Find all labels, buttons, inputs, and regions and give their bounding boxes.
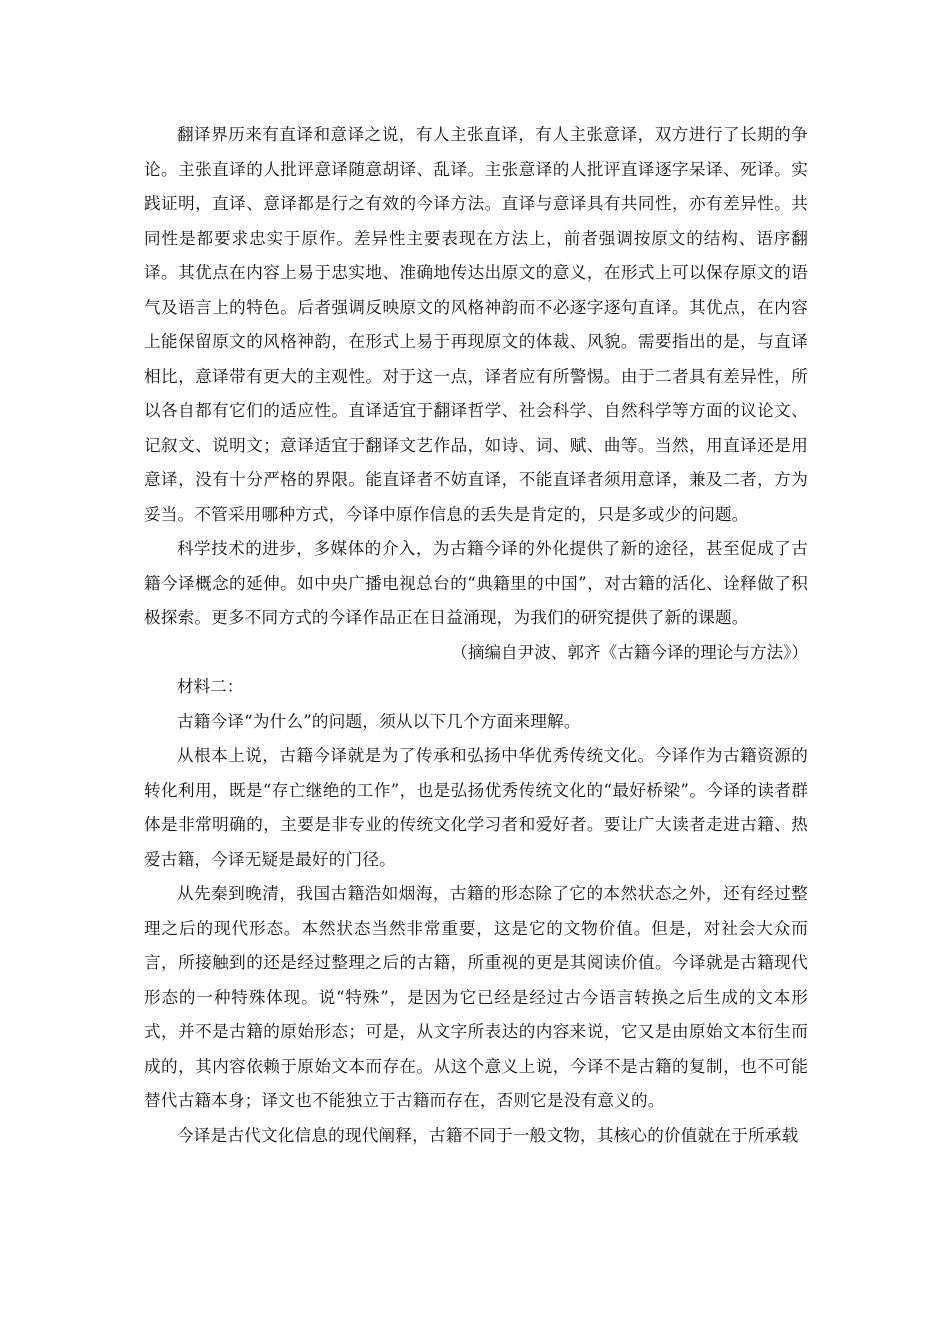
paragraph-heritage-culture: 从根本上说，古籍今译就是为了传承和弘扬中华优秀传统文化。今译作为古籍资源的转化利用，既是“存亡继绝的工作”，也是弘扬优秀传统文化的“最好桥梁”。今译的读者群体是非常明确的，主要是非专业的传统文化学习者和爱好者。要让广大读者走进古籍、热爱古籍，今译无疑是最好的门径。 [144,746,808,869]
source-citation: （摘编自尹波、郭齐《古籍今译的理论与方法》） [451,642,808,662]
paragraph-why-question: 古籍今译“为什么”的问题，须从以下几个方面来理解。 [177,711,581,731]
paragraph-ancient-book-forms: 从先秦到晚清，我国古籍浩如烟海，古籍的形态除了它的本然状态之外，还有经过整理之后的现代形态。本然状态当然非常重要，这是它的文物价值。但是，对社会大众而言，所接触到的还是经过整理之后的古籍，所重视的更是其阅读价值。今译就是古籍现代形态的一种特殊体现。说“特殊”，是因为它已经是经过古今语言转换之后生成的文本形式，并不是古籍的原始形态；可是，从文字所表达的内容来说，它又是由原始文本衍生而成的，其内容依赖于原始文本而存在。从这个意义上说，今译不是古籍的复制，也不可能替代古籍本身；译文也不能独立于古籍而存在，否则它是没有意义的。 [144,884,808,1110]
paragraph-translation-methods: 翻译界历来有直译和意译之说，有人主张直译，有人主张意译，双方进行了长期的争论。主张直译的人批评意译随意胡译、乱译。主张意译的人批评直译逐字呆译、死译。实践证明，直译、意译都是行之有效的今译方法。直译与意译具有共同性，亦有差异性。共同性是都要求忠实于原作。差异性主要表现在方法上，前者强调按原文的结构、语序翻译。其优点在内容上易于忠实地、准确地传达出原文的意义，在形式上可以保存原文的语气及语言上的特色。后者强调反映原文的风格神韵而不必逐字逐句直译。其优点，在内容上能保留原文的风格神韵，在形式上易于再现原文的体裁、风貌。需要指出的是，与直译相比，意译带有更大的主观性。对于这一点，译者应有所警惕。由于二者具有差异性，所以各自都有它们的适应性。直译适宜于翻译哲学、社会科学、自然科学等方面的议论文、记叙文、说明文；意译适宜于翻译文艺作品，如诗、词、赋、曲等。当然，用直译还是用意译，没有十分严格的界限。能直译者不妨直译，不能直译者须用意译，兼及二者，方为妥当。不管采用哪种方式，今译中原作信息的丢失是肯定的，只是多或少的问题。 [144,125,808,524]
paragraph-modern-interpretation: 今译是古代文化信息的现代阐释，古籍不同于一般文物，其核心的价值就在于所承载 [177,1125,799,1145]
paragraph-technology-progress: 科学技术的进步，多媒体的介入，为古籍今译的外化提供了新的途径，甚至促成了古籍今译概念的延伸。如中央广播电视总台的“典籍里的中国”，对古籍的活化、诠释做了积极探索。更多不同方式的今译作品正在日益涌现，为我们的研究提供了新的课题。 [144,539,808,627]
document-page [144,118,808,1153]
material-two-label: 材料二： [177,677,244,696]
